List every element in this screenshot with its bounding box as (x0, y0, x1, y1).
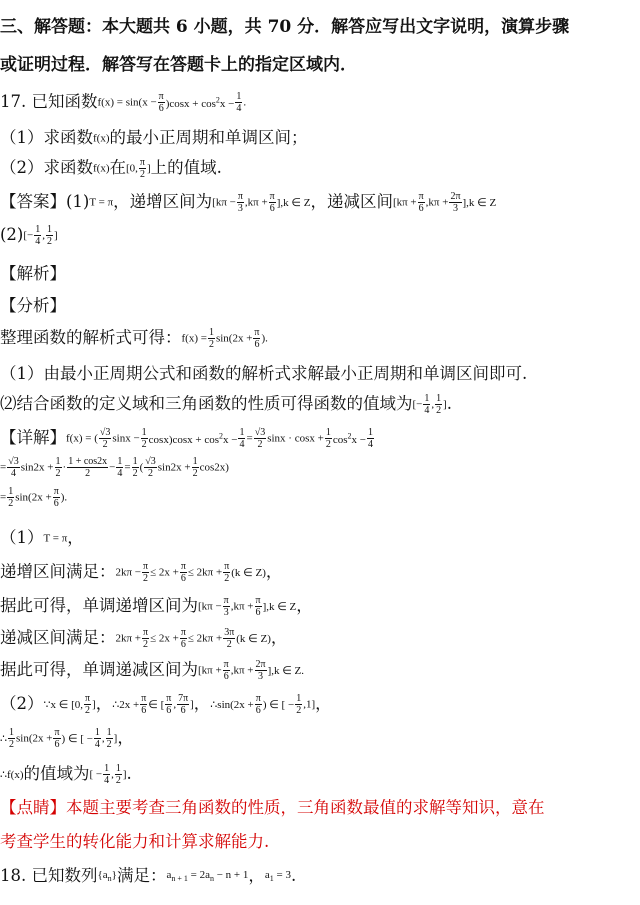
analysis-step1: （1）由最小正周期公式和函数的解析式求解最小正周期和单调区间即可. (0, 364, 528, 383)
detail-dec-cond: 递减区间满足：2kπ + $\frac{\pi}{2}$ ≤ 2x + $\frac{\pi}{6}$ ≤ 2kπ + $\frac{3\pi}{2}$ (k ∈ Z)， (0, 627, 288, 650)
detail-line2: = $\frac{√3}{4}$ sin2x + $\frac{1}{2}$ · $\frac{1 + \cos 2x}{2}$ − $\frac{1}{4}$ = $\frac{1}{2}$ ( $\frac{√3}{2}$ sin2x + $\frac{1}{2}$ cos2x) (0, 456, 229, 479)
q17-part1: （1）求函数f(x)的最小正周期和单调区间； (0, 128, 308, 147)
analysis-tag: 【解析】 (0, 264, 66, 283)
detail-period: （1）T = π， (0, 528, 84, 547)
answer-line2: (2)[− $\frac{1}{4}$ , $\frac{1}{2}$ ] (0, 224, 58, 247)
detail-inc-result: 据此可得，单调递增区间为[kπ − $\frac{\pi}{3}$ ,kπ + $\frac{\pi}{6}$ ],k ∈ Z， (0, 595, 313, 618)
q17-statement: 17. 已知函数f(x) = sin(x − $\frac{\pi}{6}$ )$\cos x + \cos^2x$ − $\frac{1}{4}$ . (0, 91, 247, 114)
section-heading-line2: 或证明过程．解答写在答题卡上的指定区域内． (0, 55, 357, 75)
detail-dec-result: 据此可得，单调递减区间为[kπ + $\frac{\pi}{6}$ ,kπ + $\frac{2\pi}{3}$ ],k ∈ Z. (0, 659, 305, 682)
answer-line1: 【答案】(1)T = π，递增区间为[kπ − $\frac{\pi}{3}$ ,kπ + $\frac{\pi}{6}$ ],k ∈ Z，递减区间[kπ + $\frac{\pi}{6}$ ,kπ + $\frac{2\pi}{3}$ ],k ∈ Z (0, 191, 497, 214)
detail-part2-line2: ∴ $\frac{1}{2}$ sin(2x + $\frac{\pi}{6}$ ) ∈ [ − $\frac{1}{4}$ , $\frac{1}{2}$ ]， (0, 727, 134, 750)
analysis-step2: ⑵结合函数的定义域和三角函数的性质可得函数的值域为[− $\frac{1}{4}$ , $\frac{1}{2}$ ]. (0, 393, 453, 416)
section-heading-line1: 三、解答题：本大题共 6 小题，共 70 分．解答应写出文字说明，演算步骤 (0, 17, 570, 37)
q17-part2: （2）求函数f(x)在[0, $\frac{\pi}{2}$ ]上的值域. (0, 157, 222, 180)
q18-statement: 18. 已知数列$\{a_n\}$满足：$a_{n + 1} = 2a_n - n + 1$，$a_1 = 3$. (0, 866, 297, 885)
detail-line1: 【详解】f(x) = ( $\frac{√3}{2}$ sinx − $\frac{1}{2}$ $\cos x)\cos x + \cos^2x$ − $\frac{1}{4}$ = $\frac{√3}{2}$ sinx · cosx + $\frac{1}{2}$ $\cos^2x$ − $\frac{1}{4}$ (0, 427, 373, 450)
detail-part2-line1: （2）∵x ∈ [0, $\frac{\pi}{2}$ ]，∴2x + $\frac{\pi}{6}$ ∈ [ $\frac{\pi}{6}$ , $\frac{7\pi}{6}$ ]，∴sin(2x + $\frac{\pi}{6}$ ) ∈ [ − $\frac{1}{2}$ ,1]， (0, 693, 332, 716)
analysis-intro: 整理函数的解析式可得：f(x) = $\frac{1}{2}$ sin(2x + $\frac{\pi}{6}$ ). (0, 327, 268, 350)
analysis-subtag: 【分析】 (0, 296, 66, 315)
detail-line3: = $\frac{1}{2}$ sin(2x + $\frac{\pi}{6}$ ). (0, 486, 68, 509)
comment-line2: 考查学生的转化能力和计算求解能力. (0, 832, 270, 851)
comment-line1: 【点睛】本题主要考查三角函数的性质，三角函数最值的求解等知识，意在 (0, 798, 545, 817)
detail-part2-line3: ∴f(x)的值域为[ − $\frac{1}{4}$ , $\frac{1}{2}$ ]. (0, 763, 132, 786)
detail-inc-cond: 递增区间满足：2kπ − $\frac{\pi}{2}$ ≤ 2x + $\frac{\pi}{6}$ ≤ 2kπ + $\frac{\pi}{2}$ (k ∈ Z)， (0, 561, 283, 584)
